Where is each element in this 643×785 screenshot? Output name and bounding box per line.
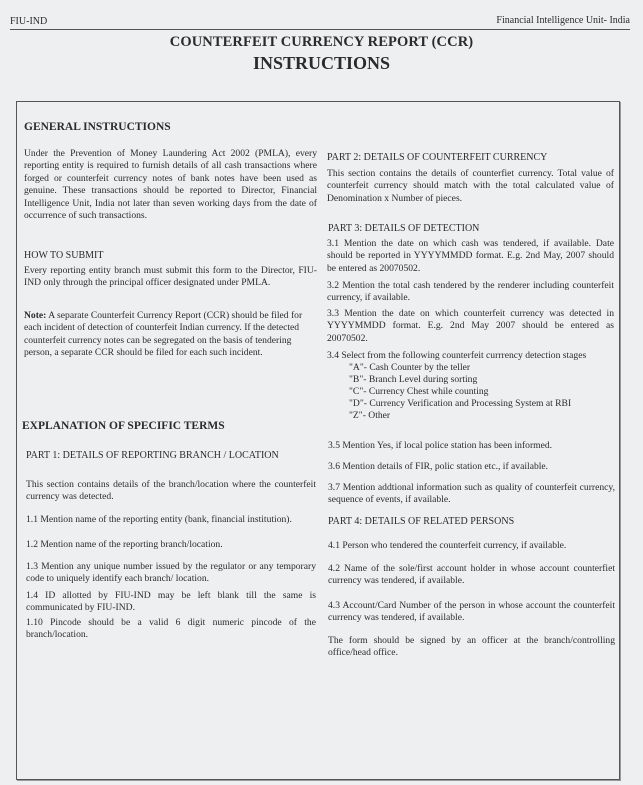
detection-stage: "C"- Currency Chest while counting	[349, 386, 489, 397]
detection-stage: "Z"- Other	[349, 410, 391, 421]
document-subtitle: INSTRUCTIONS	[252, 53, 391, 73]
part3-item: 3.2 Mention the total cash tendered by the renderer including counterfeit currency, if available.	[327, 280, 614, 304]
part3-item: 3.5 Mention Yes, if local police station has been informed.	[328, 440, 553, 451]
note-paragraph	[24, 310, 320, 360]
header-right: Financial Intelligence Unit- India	[496, 15, 630, 26]
part3-heading: PART 3: DETAILS OF DETECTION	[328, 223, 480, 234]
part1-intro: This section contains details of the branch/location where the counterfeit currency was detected.	[26, 479, 316, 503]
general-instructions-heading: GENERAL INSTRUCTIONS	[24, 121, 171, 133]
part4-heading: PART 4: DETAILS OF RELATED PERSONS	[328, 516, 515, 527]
part1-item: 1.1 Mention name of the reporting entity (bank, financial institution).	[26, 514, 292, 525]
note-label: Note:	[24, 310, 47, 321]
general-intro: Under the Prevention of Money Laundering Act 2002 (PMLA), every reporting entity is required to furnish details of all cash transactions where forged or counterfeit currency notes of bank notes have been used as genuine. These transactions should be reported to Director, Financial Intelligence Unit, India not later than seven working days from the date of occurrence of such transactions.	[24, 148, 317, 222]
how-to-submit-text: Every reporting entity branch must submit this form to the Director, FIU- IND only through the principal officer designated under PMLA.	[24, 265, 317, 289]
part1-heading: PART 1: DETAILS OF REPORTING BRANCH / LOCATION	[26, 450, 279, 461]
part1-item: 1.4 ID allotted by FIU-IND may be left blank till the same is communicated by FIU-IND.	[26, 590, 316, 614]
part3-item: 3.4 Select from the following counterfeit currrency detection stages	[327, 350, 587, 361]
how-to-submit-heading: HOW TO SUBMIT	[24, 250, 104, 261]
part3-item: 3.6 Mention details of FIR, polic station etc., if available.	[328, 461, 549, 472]
detection-stage: "D"- Currency Verification and Processing System at RBI	[349, 398, 572, 409]
detection-stage: "A"- Cash Counter by the teller	[349, 362, 471, 373]
part2-text: This section contains the details of counterfiet currency. Total value of counterfeit currency should match with the total calculated value of Denomination x Number of pieces.	[327, 168, 614, 204]
part3-item: 3.3 Mention the date on which counterfeit currency was detected in YYYYMMDD format. E.g. 2nd May 2007 should be entered as 20070502.	[327, 308, 614, 344]
header-rule	[10, 29, 630, 30]
closing-note: The form should be signed by an officer at the branch/controlling office/head office.	[328, 635, 615, 659]
part3-item: 3.7 Mention addtional information such as quality of counterfeit currency, sequence of events, if available.	[328, 482, 615, 506]
part1-item: 1.2 Mention name of the reporting branch/location.	[26, 539, 223, 550]
note-text: A separate Counterfeit Currency Report (CCR) should be filed for each incident of detection of counterfeit Indian currency. If the detected counterfeit currency notes can be segregated on the basis of tendering person, a separate CCR should be filed for each such incident.	[24, 310, 303, 359]
part3-item: 3.1 Mention the date on which cash was tendered, if available. Date should be reported in YYYYMMDD format. E.g. 2nd May, 2007 should be entered as 20070502.	[327, 238, 614, 274]
part4-item: 4.2 Name of the sole/first account holder in whose account counterfiet currency was tendered, if available.	[328, 563, 615, 587]
part1-item: 1.3 Mention any unique number issued by the regulator or any temporary code to uniquely identify each branch/ location.	[26, 561, 316, 585]
part4-item: 4.1 Person who tendered the counterfeit currency, if available.	[328, 540, 567, 551]
part4-item: 4.3 Account/Card Number of the person in whose account the counterfeit currency was tendered, if available.	[328, 600, 615, 624]
specific-terms-heading: EXPLANATION OF SPECIFIC TERMS	[22, 420, 225, 432]
detection-stage: "B"- Branch Level during sorting	[349, 374, 478, 385]
part1-item: 1.10 Pincode should be a valid 6 digit numeric pincode of the branch/location.	[26, 617, 316, 641]
header-left: FIU-IND	[10, 16, 48, 27]
document-title: COUNTERFEIT CURRENCY REPORT (CCR)	[169, 34, 474, 50]
part2-heading: PART 2: DETAILS OF COUNTERFEIT CURRENCY	[327, 152, 548, 163]
